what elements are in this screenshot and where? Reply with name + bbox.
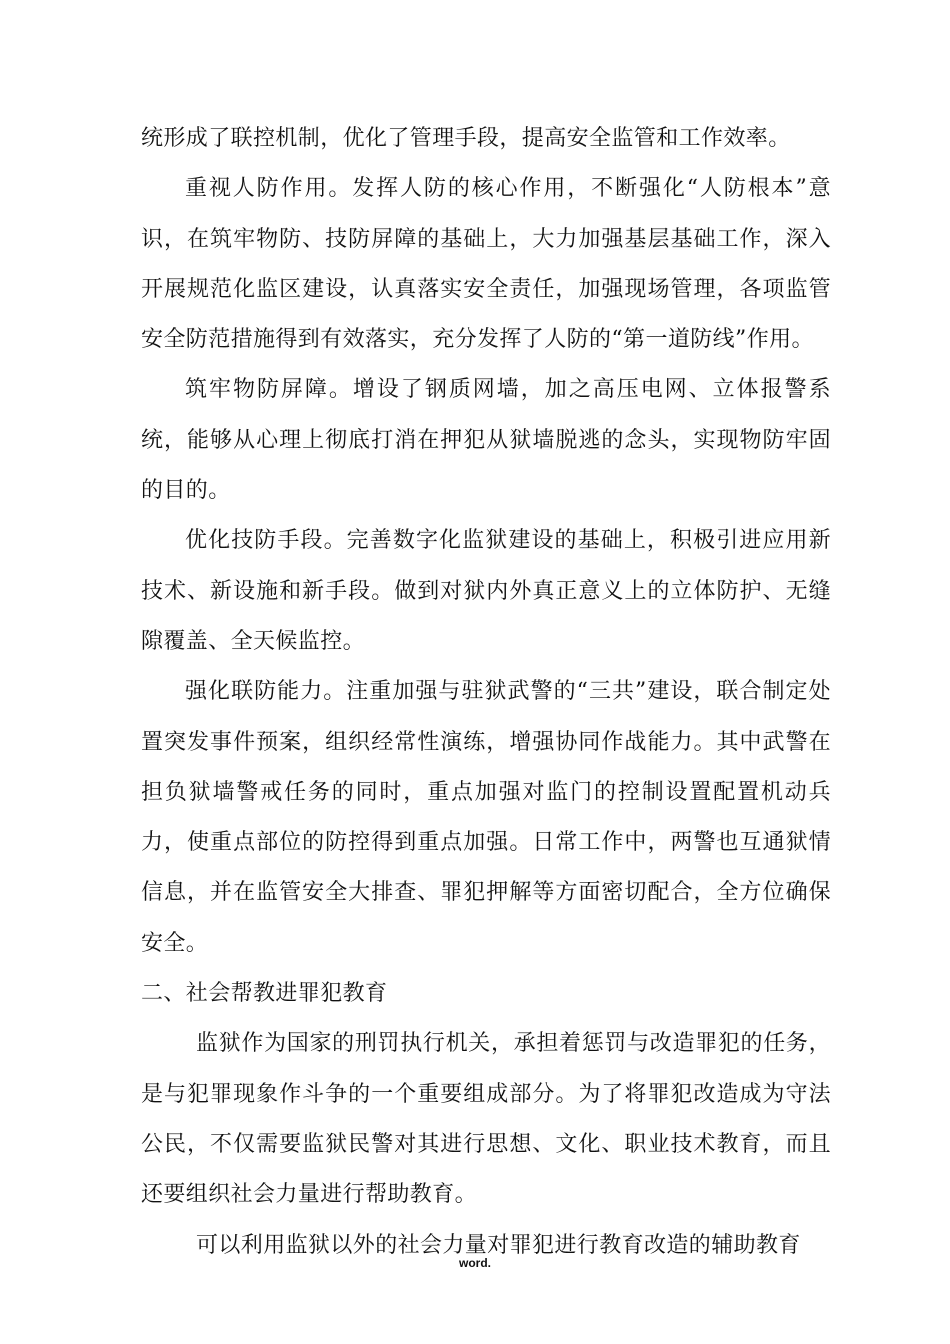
paragraph-prison-role: 监狱作为国家的刑罚执行机关，承担着惩罚与改造罪犯的任务，是与犯罪现象作斗争的一个重要组成部分。为了将罪犯改造成为守法公民，不仅需要监狱民警对其进行思想、文化、职业技术教育，而且还要组织社会力量进行帮助教育。: [141, 1031, 831, 1208]
paragraph-human-defense: 重视人防作用。发挥人防的核心作用，不断强化“人防根本”意识，在筑牢物防、技防屏障的基础上，大力加强基层基础工作，深入开展规范化监区建设，认真落实安全责任，加强现场管理，各项监管安全防范措施得到有效落实，充分发挥了人防的“第一道防线”作用。: [141, 176, 831, 353]
section-heading: 二、社会帮教进罪犯教育: [141, 981, 388, 1007]
document-body: [141, 114, 831, 1271]
paragraph-physical-defense: 筑牢物防屏障。增设了钢质网墙，加之高压电网、立体报警系统，能够从心理上彻底打消在押犯从狱墙脱逃的念头，实现物防牢固的目的。: [141, 377, 831, 504]
paragraph-joint-defense: 强化联防能力。注重加强与驻狱武警的“三共”建设，联合制定处置突发事件预案，组织经常性演练，增强协同作战能力。其中武警在担负狱墙警戒任务的同时，重点加强对监门的控制设置配置机动兵力，使重点部位的防控得到重点加强。日常工作中，两警也互通狱情信息，并在监管安全大排查、罪犯押解等方面密切配合，全方位确保安全。: [141, 679, 831, 956]
page-footer: word.: [459, 1256, 491, 1270]
paragraph-continuation: 统形成了联控机制，优化了管理手段，提高安全监管和工作效率。: [141, 126, 791, 151]
paragraph-social-forces: 可以利用监狱以外的社会力量对罪犯进行教育改造的辅助教育: [196, 1232, 801, 1258]
paragraph-technical-defense: 优化技防手段。完善数字化监狱建设的基础上，积极引进应用新技术、新设施和新手段。做到对狱内外真正意义上的立体防护、无缝隙覆盖、全天候监控。: [141, 528, 831, 654]
